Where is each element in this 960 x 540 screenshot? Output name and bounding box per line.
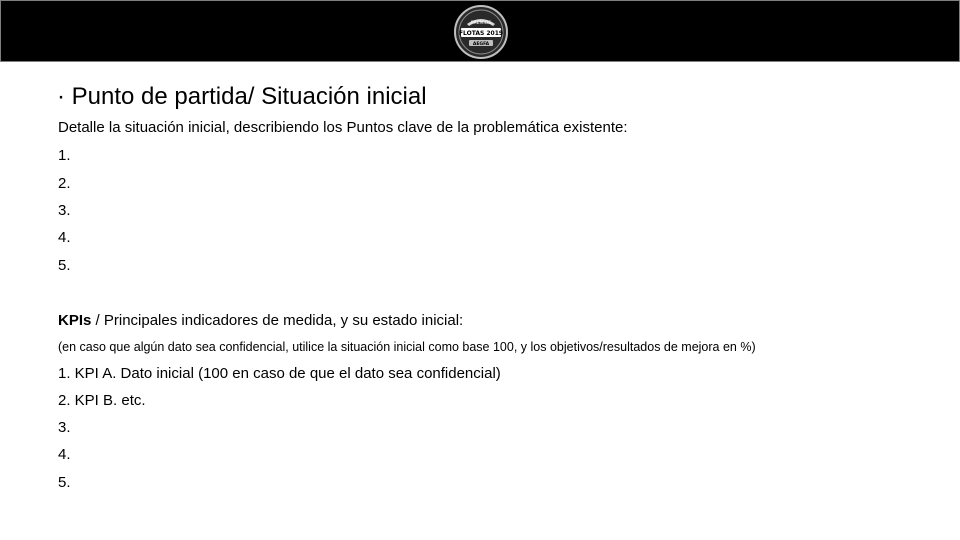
kpi-item: 2. KPI B. etc. (58, 392, 146, 409)
point-item: 2. (58, 175, 71, 192)
intro-after: de la problemática existente: (432, 119, 628, 136)
kpi-heading-rest: / Principales indicadores de medida, y su estado inicial: (91, 312, 464, 329)
point-item: 1. (58, 147, 71, 164)
premios-flotas-logo-icon (449, 4, 513, 60)
intro-before: Detalle la situación inicial, describiendo los (58, 119, 347, 136)
kpi-item: 3. (58, 419, 71, 436)
intro-emphasis: Puntos clave (346, 119, 433, 136)
kpi-item: 5. (58, 474, 71, 491)
header-bar (0, 0, 960, 62)
kpi-heading-emphasis: KPIs (58, 312, 92, 329)
logo-line3: AEGFA (472, 42, 490, 47)
intro-text (58, 118, 628, 138)
section-title: · Punto de partida/ Situación inicial (57, 83, 427, 110)
point-item: 4. (58, 229, 71, 246)
kpi-heading (58, 311, 463, 331)
logo-line2: FLOTAS 2019 (458, 30, 504, 37)
point-item: 3. (58, 202, 71, 219)
kpi-note: (en caso que algún dato sea confidencial, utilice la situación inicial como base 100, y los objetivos/resultados de mejora en %) (58, 340, 756, 354)
kpi-item: 1. KPI A. Dato inicial (100 en caso de que el dato sea confidencial) (58, 365, 501, 382)
logo-line1: PREMIOS (470, 21, 492, 26)
kpi-item: 4. (58, 446, 71, 463)
point-item: 5. (58, 257, 71, 274)
